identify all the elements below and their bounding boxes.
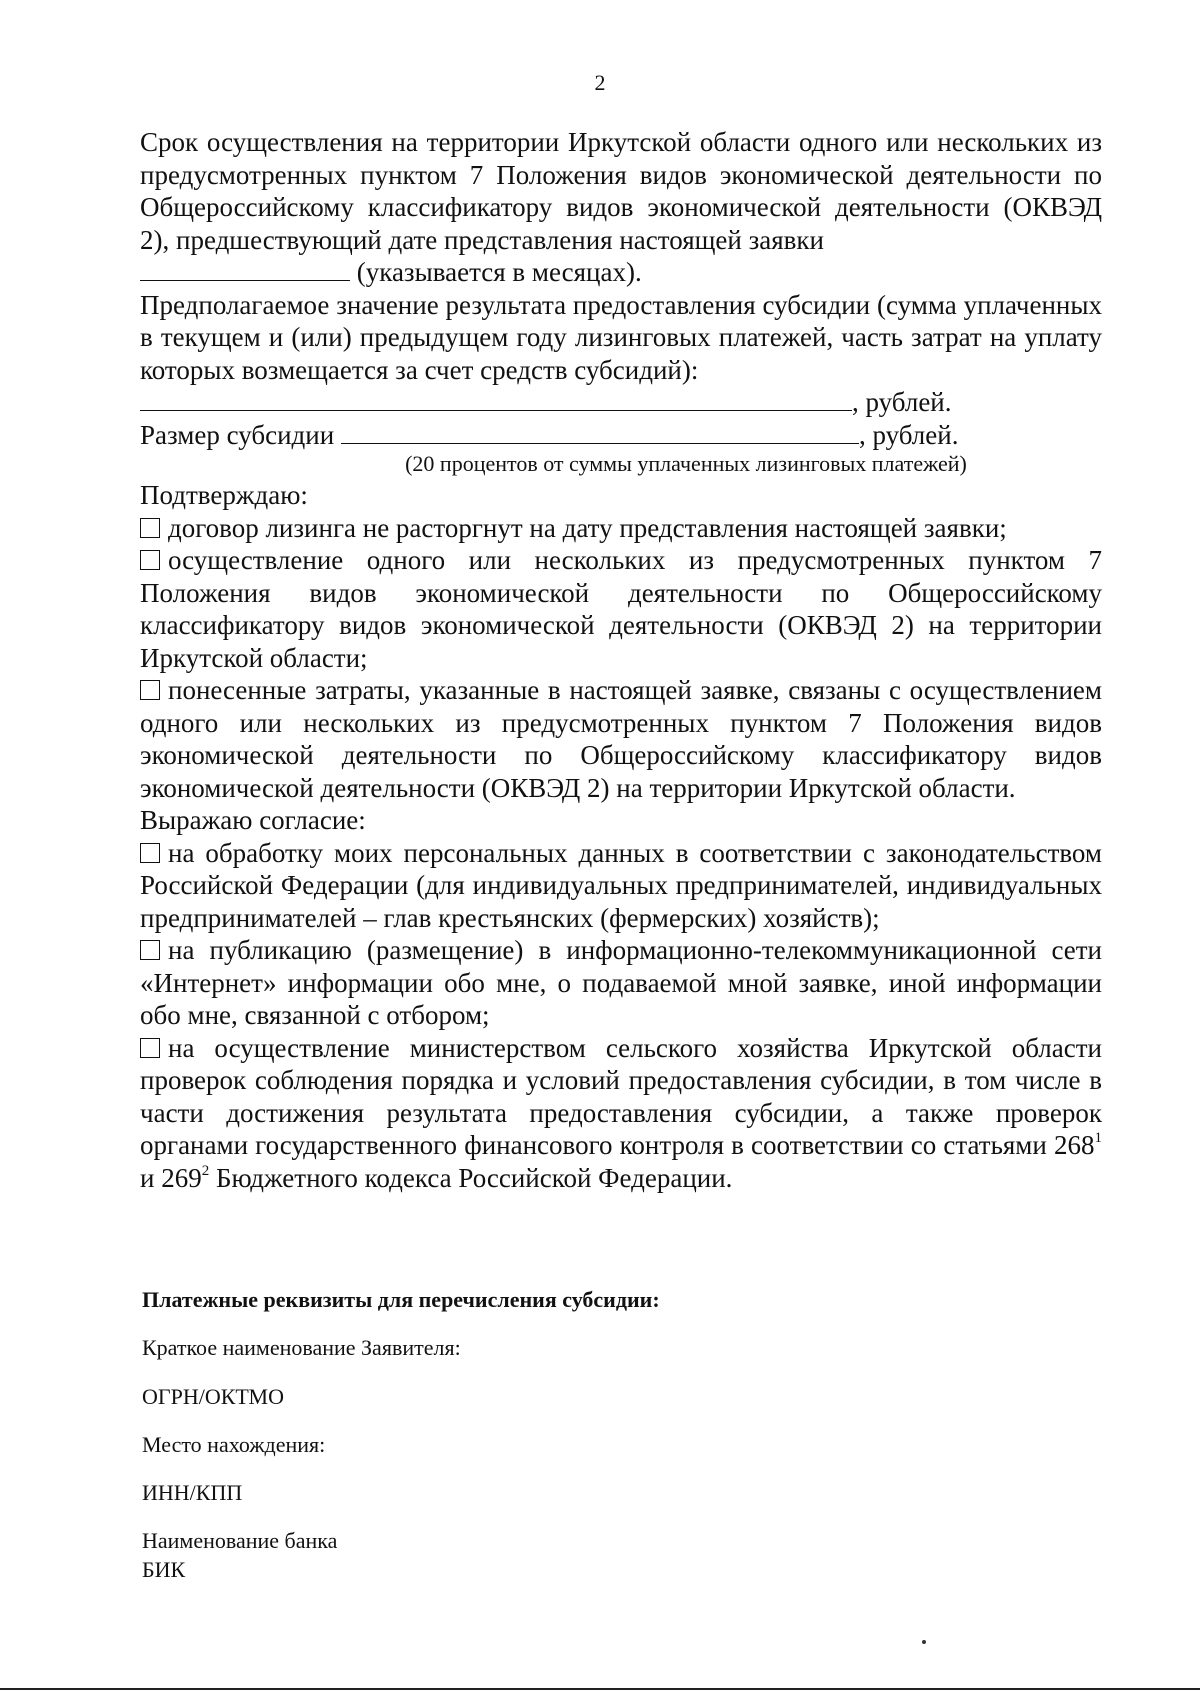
checkbox-icon[interactable] — [140, 680, 160, 700]
document-body — [140, 126, 1102, 1194]
expected-result-paragraph: Предполагаемое значение результата предоставления субсидии (сумма уплаченных в текущем и (или) предыдущем году лизинговых платежей, часть затрат на уплату которых возмещается за счет средств субсидий): — [140, 289, 1102, 385]
checkbox-icon[interactable] — [140, 518, 160, 538]
requisites-title: Платежные реквизиты для перечисления субсидии: — [142, 1287, 660, 1312]
confirm-heading: Подтверждаю: — [140, 480, 308, 510]
term-months-field[interactable] — [140, 279, 350, 281]
rubles-suffix: , рублей. — [852, 387, 952, 417]
requisites-short-name: Краткое наименование Заявителя: — [142, 1335, 461, 1360]
consent-item-2: на публикацию (размещение) в информационно-телекоммуникационной сети «Интернет» информации обо мне, о подаваемой мной заявке, иной информации обо мне, связанной с отбором; — [140, 935, 1102, 1030]
checkbox-icon[interactable] — [140, 940, 160, 960]
scan-edge-line — [0, 1688, 1200, 1690]
requisites-bik: БИК — [142, 1557, 186, 1582]
term-line — [140, 256, 1102, 289]
checkbox-icon[interactable] — [140, 843, 160, 863]
requisites-inn: ИНН/КПП — [142, 1480, 243, 1505]
term-suffix: (указывается в месяцах). — [356, 257, 642, 287]
checkbox-icon[interactable] — [140, 1038, 160, 1058]
expected-result-line — [140, 386, 1102, 419]
scan-speck — [922, 1640, 926, 1644]
checkbox-icon[interactable] — [140, 550, 160, 570]
page-number: 2 — [594, 70, 606, 95]
subsidy-suffix: , рублей. — [858, 419, 959, 450]
superscript: 1 — [1094, 1130, 1102, 1146]
expected-result-field[interactable] — [140, 409, 852, 411]
confirm-item-3: понесенные затраты, указанные в настоящей заявке, связаны с осуществлением одного или нескольких из предусмотренных пунктом 7 Положения видов экономической деятельности по Общероссийскому классификатору видов экономической деятельности (ОКВЭД 2) на территории Иркутской области. — [140, 675, 1102, 803]
confirm-item-2: осуществление одного или нескольких из предусмотренных пунктом 7 Положения видов экономической деятельности по Общероссийскому классификатору видов экономической деятельности (ОКВЭД 2) на территории Иркутской области; — [140, 545, 1102, 673]
subsidy-note: (20 процентов от суммы уплаченных лизинговых платежей) — [405, 451, 967, 476]
consent-item-3: на осуществление министерством сельского хозяйства Иркутской области проверок соблюдения порядка и условий предоставления субсидии, в том числе в части достижения результата предоставления субсидии, а также проверок органами государственного финансового контроля в соответствии со статьями $268^1$ и $269^2$ Бюджетного кодекса Российской Федерации. — [140, 1032, 1102, 1193]
subsidy-size-label: Размер субсидии — [140, 419, 335, 450]
confirm-item-1: договор лизинга не расторгнут на дату представления настоящей заявки; — [140, 512, 1102, 545]
requisites-location: Место нахождения: — [142, 1432, 326, 1457]
consent-heading: Выражаю согласие: — [140, 805, 366, 835]
superscript: 2 — [201, 1162, 210, 1179]
term-paragraph: Срок осуществления на территории Иркутской области одного или нескольких из предусмотренных пунктом 7 Положения видов экономической деятельности по Общероссийскому классификатору видов экономической деятельности (ОКВЭД 2), предшествующий дате представления настоящей заявки — [140, 127, 1102, 255]
subsidy-size-line — [140, 419, 1102, 452]
subsidy-size-field[interactable] — [341, 442, 859, 444]
consent-item-1: на обработку моих персональных данных в соответствии с законодательством Российской Федерации (для индивидуальных предпринимателей, индивидуальных предпринимателей – глав крестьянских (фермерских) хозяйств); — [140, 837, 1102, 933]
requisites-ogrn: ОГРН/ОКТМО — [142, 1384, 285, 1409]
requisites-bank: Наименование банка — [142, 1528, 338, 1553]
